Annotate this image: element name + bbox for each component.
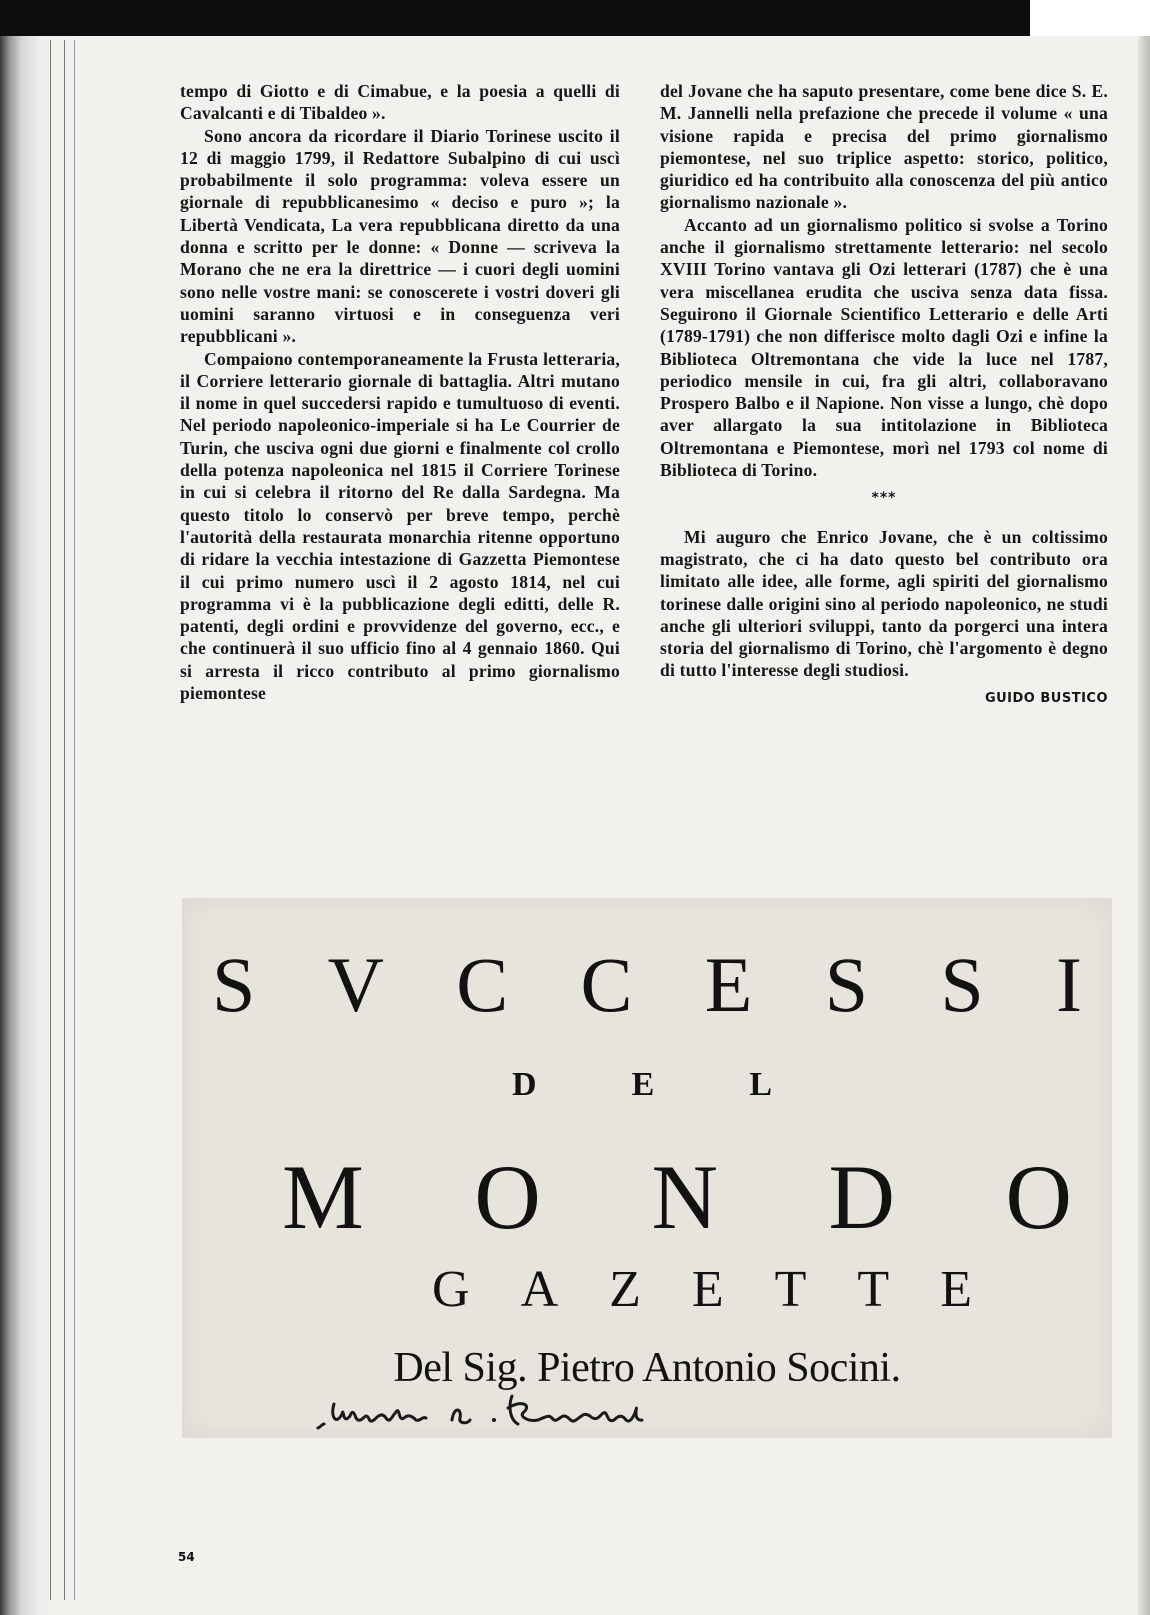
- title-letter: M: [282, 1146, 364, 1248]
- scan-top-border: [0, 0, 1150, 36]
- title-letter: L: [749, 1066, 772, 1103]
- title-letter: A: [520, 1261, 559, 1318]
- gazette-title-page-image: [182, 898, 1112, 1438]
- title-letter: C: [580, 941, 633, 1028]
- gutter-line: [50, 40, 51, 1600]
- title-letter: T: [857, 1261, 890, 1318]
- paragraph: Accanto ad un giornalismo politico si svolse a Torino anche il giornalismo strettamente letterario: nel secolo XVIII Torino vantava gli Ozi letterari (1787) che è una vera miscellanea erudita che usciva senza data fissa. Seguirono il Giornale Scientifico Letterario e delle Arti (1789-1791) che non differisce molto dagli Ozi e infine la Biblioteca Oltremontana che vide la luce nel 1787, periodico mensile in cui, fra gli altri, collaboravano Prospero Balbo e il Napione. Non visse a lungo, chè dopo aver allargato la sua intitolazione in Biblioteca Oltremontana e Piemontese, morì nel 1793 col nome di Biblioteca di Torino.: [660, 214, 1108, 481]
- title-letter: S: [212, 941, 256, 1028]
- book-binding-gutter: [0, 36, 82, 1615]
- title-letter: S: [824, 941, 869, 1028]
- paragraph: del Jovane che ha saputo presentare, come bene dice S. E. M. Jannelli nella prefazione che precede il volume « una visione rapida e precisa del primo giornalismo piemontese, nel suo triplice aspetto: storico, politico, giuridico ed ha contribuito alla conoscenza del più antico giornalismo nazionale ».: [660, 81, 1108, 213]
- title-letter: E: [704, 941, 753, 1028]
- title-letter: E: [691, 1261, 724, 1318]
- title-letter: E: [631, 1066, 655, 1103]
- title-line-gazette: [182, 1260, 1112, 1319]
- title-letter: D: [828, 1146, 895, 1248]
- page-number: 54: [178, 1550, 195, 1564]
- left-column: [180, 80, 620, 704]
- closing-paragraph: Mi auguro che Enrico Jovane, che è un coltissimo magistrato, che ci ha dato questo bel contributo ora limitato alle idee, alle forme, agli spiriti del giornalismo torinese dalle origini sino al periodo napoleonico, ne studi anche gli ulteriori sviluppi, tanto da porgerci una intera storia del giornalismo di Torino, chè l'argomento è degno di tutto l'interesse degli studiosi.: [660, 526, 1108, 681]
- title-letter: N: [651, 1146, 718, 1248]
- scan-top-margin: [1030, 0, 1150, 36]
- title-line-del: [182, 1066, 1112, 1104]
- title-letter: T: [774, 1261, 807, 1318]
- section-separator: ***: [871, 490, 897, 507]
- title-letter: I: [1055, 941, 1082, 1028]
- author-byline: GUIDO BUSTICO: [984, 690, 1108, 706]
- title-letter: S: [940, 941, 984, 1028]
- title-letter: O: [474, 1146, 541, 1248]
- paragraph: Sono ancora da ricordare il Diario Torinese uscito il 12 di maggio 1799, il Redattore Subalpino di cui uscì probabilmente il solo programma: voleva essere un giornale di repubblicanesimo « deciso e puro »; la Libertà Vendicata, La vera repubblicana diretto da una donna e scritto per le donne: « Donne — scriveva la Morano che ne era la direttrice — i cuori degli uomini sono nelle vostre mani: se conoscerete i vostri doveri gli uomini saranno virtuosi e in conseguenza veri repubblicani ».: [180, 125, 620, 347]
- page-right-edge: [1138, 36, 1150, 1615]
- gutter-line: [74, 40, 75, 1600]
- title-letter: G: [432, 1261, 470, 1318]
- paragraph: Compaiono contemporaneamente la Frusta letteraria, il Corriere letterario giornale di battaglia. Altri mutano il nome in quel succedersi rapido e tumultuoso di eventi. Nel periodo napoleonico-imperiale si ha Le Courrier de Turin, che usciva ogni due giorni e finalmente col crollo della potenza napoleonica nel 1815 il Corriere Torinese in cui si celebra il ritorno del Re dalla Sardegna. Ma questo titolo lo conservò per breve tempo, perchè l'autorità della restaurata monarchia ritenne opportuno di ridare la vecchia intestazione di Gazzetta Piemontese il cui primo numero uscì il 2 agosto 1814, nel cui programma vi è la pubblicazione degli editti, delle R. patenti, degli ordini e provvidenze del governo, ecc., e che continuerà il suo ufficio fino al 4 gennaio 1860. Qui si arresta il ricco contributo al primo giornalismo piemontese: [180, 348, 620, 704]
- gazette-subtitle: Del Sig. Pietro Antonio Socini.: [393, 1345, 901, 1391]
- title-letter: Z: [609, 1261, 641, 1318]
- title-line-successi: [182, 940, 1112, 1030]
- title-letter: C: [456, 941, 509, 1028]
- title-letter: O: [1005, 1146, 1072, 1248]
- paragraph: tempo di Giotto e di Cimabue, e la poesia a quelli di Cavalcanti e di Tibaldeo ».: [180, 81, 620, 124]
- title-line-mondo: [182, 1144, 1112, 1250]
- title-letter: V: [327, 941, 384, 1028]
- title-letter: D: [512, 1066, 537, 1103]
- handwritten-inscription: [312, 1386, 742, 1436]
- title-letter: E: [940, 1261, 972, 1318]
- right-column: [660, 80, 1108, 710]
- gutter-line: [64, 40, 65, 1600]
